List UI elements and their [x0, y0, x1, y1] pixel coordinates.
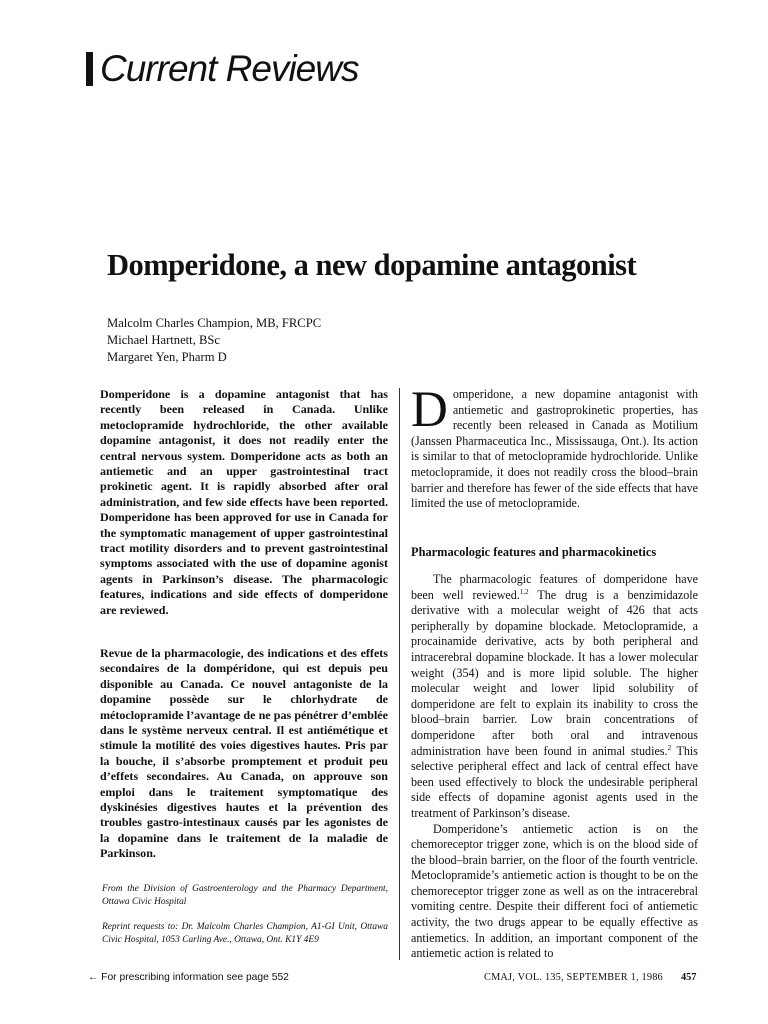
affiliation-note: From the Division of Gastroenterology and the Pharmacy Department, Ottawa Civic Hospital [102, 884, 388, 907]
body-paragraph: Domperidone’s antiemetic action is on the chemoreceptor trigger zone, which is on the blood side of the blood–brain barrier, on the floor of the fourth ventricle. Metoclopramide’s antiemetic action is thought to be on the chemoreceptor trigger zone as well as on the intracerebral vomiting centre. Despite their different foci of antiemetic activity, the two drugs appear to be equally effective as antiemetics. In addition, an important component of the antiemetic action is related to [411, 821, 698, 961]
body-text-run: The drug is a benzimidazole derivative with a molecular weight of 426 that acts peripherally by dopamine blockade. Metoclopramide, a procainamide derivative, acts by both peripheral and intracerebral dopamine blockade. It has a lower molecular weight (354) and is more lipid soluble. The higher molecular weight and lower lipid solubility of domperidone are felt to explain its inability to cross the blood–brain barrier. Low brain concentrations of domperidone after both oral and intravenous administration have been found in animal studies. [411, 587, 698, 758]
body-text [411, 572, 698, 962]
section-heading: Pharmacologic features and pharmacokinetics [411, 545, 657, 559]
body-text-run: The pharmacologic features of domperidone have been well reviewed. [411, 572, 698, 602]
section-bar [86, 52, 93, 86]
citation-ref[interactable]: 2 [667, 743, 672, 752]
page-number: 457 [681, 972, 697, 983]
journal-citation: CMAJ, VOL. 135, SEPTEMBER 1, 1986 [484, 972, 663, 983]
column-divider [399, 388, 400, 960]
author-name: Malcolm Charles Champion, MB, FRCPC [107, 316, 322, 330]
abstract-english: Domperidone is a dopamine antagonist that has recently been released in Canada. Unlike metoclopramide hydrochloride, the other available dopamine antagonist, it does not readily enter the central nervous system. Domperidone acts as both an antiemetic and an upper gastrointestinal tract prokinetic agent. It is rapidly absorbed after oral administration, and few side effects have been reported. Domperidone has been approved for use in Canada for the symptomatic management of upper gastrointestinal tract motility disorders and to prevent gastrointestinal symptoms associated with the use of dopamine agonist agents in Parkinson’s disease. The pharmacologic features, indications and side effects of domperidone are reviewed. [100, 387, 388, 617]
section-title: Current Reviews [100, 48, 359, 89]
article-title: Domperidone, a new dopamine antagonist [107, 248, 637, 282]
author-name: Margaret Yen, Pharm D [107, 350, 227, 364]
intro-text: omperidone, a new dopamine antagonist with antiemetic and gastroprokinetic properties, has recently been released in Canada as Motilium (Janssen Pharmaceutica Inc., Mississauga, Ont.). Its action is similar to that of metoclopramide hydrochloride. Unlike metoclopramide, it does not readily cross the blood–brain barrier and therefore has fewer of the side effects that have limited the use of metoclopramide. [411, 387, 698, 511]
body-paragraph [411, 572, 698, 822]
intro-paragraph [411, 382, 698, 512]
body-text-run: This selective peripheral effect and lack of central effect have been used effectively to block the undesirable peripheral side effects of dopamine agonist agents used in the treatment of Parkinson’s disease. [411, 743, 698, 820]
section-header [86, 48, 358, 90]
abstract-french: Revue de la pharmacologie, des indications et des effets secondaires de la dompéridone, qui est depuis peu disponible au Canada. Ce nouvel antagoniste de la dopamine possède sur le chlorhydrate de métoclopramide l’avantage de ne pas pénétrer d’emblée dans le système nerveux central. Il est antiémétique et stimule la motilité des voies digestives hautes. Pris par la bouche, il s’absorbe promptement et produit peu d’effets secondaires. Au Canada, on approuve son emploi dans le traitement symptomatique des dyskinésies digestives hautes et la prévention des troubles gastro-intestinaux causés par les agonistes de la dopamine dans le traitement de la maladie de Parkinson. [100, 646, 388, 861]
drop-cap: D [411, 382, 448, 438]
reprint-request-note: Reprint requests to: Dr. Malcolm Charles Champion, A1-GI Unit, Ottawa Civic Hospital, 1053 Carling Ave., Ottawa, Ont. K1Y 4E9 [102, 922, 388, 945]
citation-ref[interactable]: 1,2 [519, 587, 529, 596]
prescribing-info-note: ← For prescribing information see page 552 [88, 972, 289, 983]
author-name: Michael Hartnett, BSc [107, 333, 220, 347]
author-list [107, 315, 321, 366]
